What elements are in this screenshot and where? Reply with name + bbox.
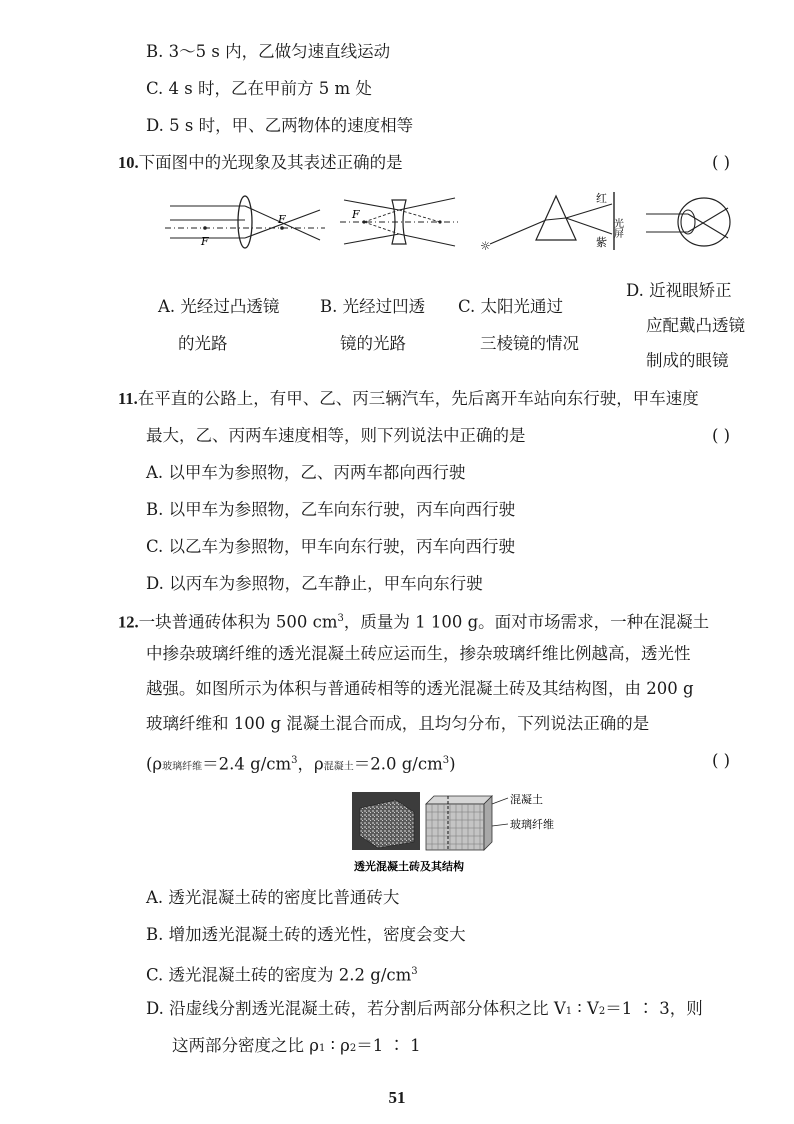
q12-l1b: ，质量为 1 100 g。面对市场需求，一种在混凝土 (343, 612, 710, 632)
glass-fiber-label: 玻璃纤维 (510, 818, 554, 831)
focus-label-left: F (201, 235, 209, 248)
q12-option-d-line2 (172, 1034, 421, 1061)
sup-3b: 3 (291, 755, 298, 766)
q12-l5-sep: ，ρ (297, 754, 324, 774)
q10-option-d-line1: D. 近视眼矫正 (626, 281, 732, 300)
q12-d2-post: ＝1 ∶ 1 (356, 1036, 421, 1055)
q12-l5-sub2: 混凝土 (323, 761, 354, 773)
sun-icon: ☼ (480, 239, 491, 253)
q12-l1a: 一块普通砖体积为 500 cm (138, 612, 338, 632)
q10-option-d-line3: 制成的眼镜 (646, 351, 729, 370)
q10-figure-concave-lens (340, 192, 460, 250)
convex-lens-shape (238, 196, 252, 248)
q9-option-b: B. 3～5 s 内，乙做匀速直线运动 (146, 42, 391, 61)
q10-option-d-line2: 应配戴凸透镜 (646, 316, 745, 335)
q10-option-c-line1: C. 太阳光通过 (458, 297, 564, 316)
q11-stem-line1 (118, 387, 699, 411)
concrete-label: 混凝土 (510, 793, 543, 806)
concave-focus-label: F (352, 208, 360, 221)
q11-stem-text1: 在平直的公路上，有甲、乙、丙三辆汽车，先后离开车站向东行驶，甲车速度 (137, 389, 699, 408)
q11-option-b: B. 以甲车为参照物，乙车向东行驶，丙车向西行驶 (146, 500, 516, 519)
q12-d1-post: ＝1 ∶ 3，则 (605, 999, 703, 1018)
q10-number: 10. (118, 153, 139, 172)
sup-3: 3 (337, 613, 344, 624)
q12-stem-line1 (118, 607, 709, 635)
page-number: 51 (388, 1088, 406, 1107)
figure-caption: 透光混凝土砖及其结构 (354, 860, 464, 873)
q12-l5-close: ) (449, 754, 456, 774)
brick-structure (426, 804, 484, 850)
q11-option-c: C. 以乙车为参照物，甲车向东行驶，丙车向西行驶 (146, 537, 516, 556)
q12-l5-sub1: 玻璃纤维 (162, 761, 203, 773)
q10-figure-prism (478, 188, 628, 254)
q12-d1-pre: D. 沿虚线分割透光混凝土砖，若分割后两部分体积之比 V (146, 999, 566, 1018)
q10-stem (118, 151, 403, 175)
q12-option-a: A. 透光混凝土砖的密度比普通砖大 (146, 888, 400, 907)
q12-d2-pre: 这两部分密度之比 ρ (172, 1036, 319, 1055)
q11-option-a: A. 以甲车为参照物，乙、丙两车都向西行驶 (146, 463, 466, 482)
q12-opt-c-text: C. 透光混凝土砖的密度为 2.2 g/cm (146, 965, 412, 985)
sup-3c: 3 (442, 755, 450, 766)
q12-number: 12. (118, 612, 139, 632)
red-label: 红 (596, 192, 607, 205)
focus-label-right: F (278, 213, 286, 226)
q9-option-c: C. 4 s 时，乙在甲前方 5 m 处 (146, 79, 372, 98)
q10-figure-eye (646, 192, 746, 250)
q12-stem-line4: 玻璃纤维和 100 g 混凝土混合而成，且均匀分布，下列说法正确的是 (146, 714, 650, 733)
q11-stem-line2: 最大，乙、丙两车速度相等，则下列说法中正确的是 (146, 426, 526, 445)
q12-l5-mid: ＝2.4 g/cm (202, 754, 292, 774)
q12-density-given (146, 749, 456, 780)
q12-d1-mid: ∶ V (572, 999, 599, 1018)
q12-figure-brick (352, 790, 592, 874)
q12-d2-mid: ∶ ρ (325, 1036, 350, 1055)
q12-d1-s2: 2 (598, 1006, 606, 1017)
q10-option-b-line1: B. 光经过凹透 (320, 297, 426, 316)
q11-option-d: D. 以丙车为参照物，乙车静止，甲车向东行驶 (146, 574, 483, 593)
sup-3d: 3 (411, 966, 418, 977)
purple-label: 紫 (596, 236, 607, 249)
q9-option-d: D. 5 s 时，甲、乙两物体的速度相等 (146, 116, 414, 135)
q10-option-b-line2: 镜的光路 (340, 334, 406, 353)
q10-stem-text: 下面图中的光现象及其表述正确的是 (138, 153, 403, 172)
q12-d2-s1: 1 (318, 1043, 326, 1054)
q10-option-a-line1: A. 光经过凸透镜 (158, 297, 280, 316)
q12-d1-s1: 1 (565, 1006, 573, 1017)
q12-option-b: B. 增加透光混凝土砖的透光性，密度会变大 (146, 925, 466, 944)
q12-stem-line3: 越强。如图所示为体积与普通砖相等的透光混凝土砖及其结构图，由 200 g (146, 679, 694, 698)
q12-option-c (146, 960, 418, 988)
q12-l5-mid2: ＝2.0 g/cm (353, 754, 443, 774)
q10-answer-bracket: ( ) (712, 153, 731, 172)
q11-number: 11. (118, 389, 138, 408)
q10-option-c-line2: 三棱镜的情况 (480, 334, 579, 353)
q12-option-d-line1 (146, 997, 703, 1024)
q12-stem-line2: 中掺杂玻璃纤维的透光混凝土砖应运而生，掺杂玻璃纤维比例越高，透光性 (146, 644, 691, 663)
prism-shape (536, 196, 576, 240)
q10-option-a-line2: 的光路 (178, 334, 228, 353)
q11-answer-bracket: ( ) (712, 426, 731, 445)
q12-l5-open: (ρ (146, 754, 163, 774)
q12-answer-bracket: ( ) (712, 751, 731, 770)
screen-label: 光屏 (611, 218, 623, 238)
q10-figure-convex-lens (165, 192, 330, 250)
q12-d2-s2: 2 (349, 1043, 357, 1054)
